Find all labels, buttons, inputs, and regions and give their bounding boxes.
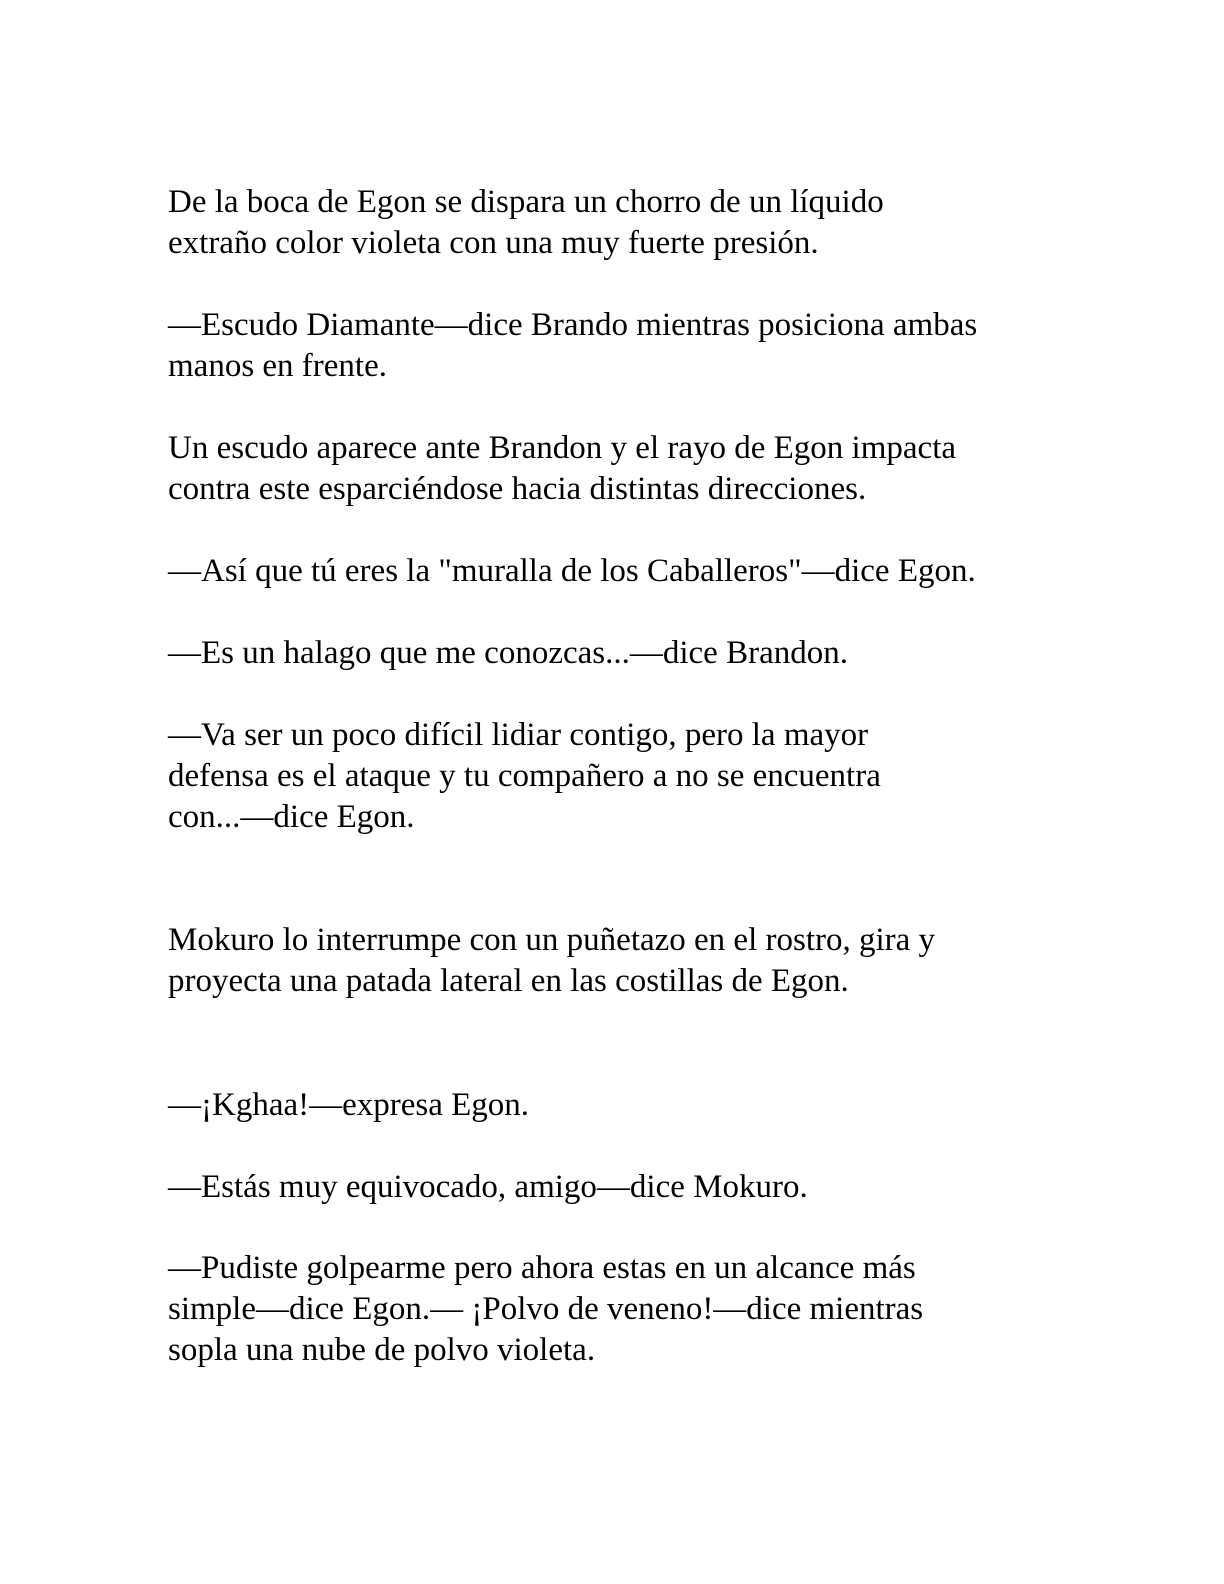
paragraph-2: —Escudo Diamante—dice Brando mientras posiciona ambas manos en frente.	[168, 307, 978, 384]
paragraph-1: De la boca de Egon se dispara un chorro de un líquido extraño color violeta con una muy fuerte presión.	[168, 184, 884, 261]
paragraph-4: —Así que tú eres la "muralla de los Caballeros"—dice Egon.	[168, 553, 976, 589]
paragraph-10: —Pudiste golpearme pero ahora estas en un alcance más simple—dice Egon.— ¡Polvo de veneno!—dice mientras sopla una nube de polvo violeta.	[168, 1250, 924, 1368]
paragraph-9: —Estás muy equivocado, amigo—dice Mokuro.	[168, 1169, 808, 1205]
paragraph-3: Un escudo aparece ante Brandon y el rayo de Egon impacta contra este esparciéndose hacia distintas direcciones.	[168, 430, 957, 507]
paragraph-8: —¡Kghaa!—expresa Egon.	[168, 1087, 530, 1123]
paragraph-7: Mokuro lo interrumpe con un puñetazo en el rostro, gira y proyecta una patada lateral en las costillas de Egon.	[168, 922, 936, 999]
paragraph-5: —Es un halago que me conozcas...—dice Brandon.	[168, 635, 848, 671]
paragraph-6: —Va ser un poco difícil lidiar contigo, pero la mayor defensa es el ataque y tu compañero a no se encuentra con...—dice Egon.	[168, 717, 881, 835]
